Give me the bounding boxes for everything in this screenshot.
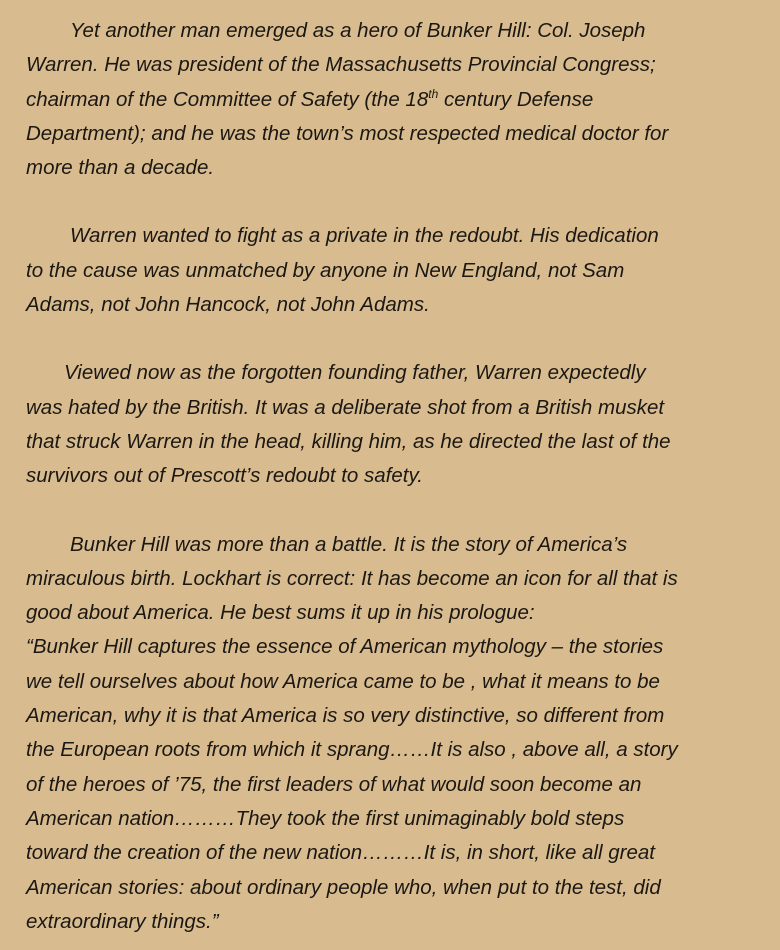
text-line: more than a decade. [26, 156, 215, 180]
text-line: chairman of the Committee of Safety (the 18th century Defense [26, 86, 594, 111]
text-line: good about America. He best sums it up in his prologue: [26, 601, 535, 625]
text-line: Viewed now as the forgotten founding father, Warren expectedly [64, 361, 646, 385]
text-line: Yet another man emerged as a hero of Bunker Hill: Col. Joseph [70, 19, 646, 42]
quote-line: of the heroes of ’75, the first leaders of what would soon become an [26, 772, 642, 796]
ordinal-superscript: th [428, 86, 439, 101]
quote-line: extraordinary things.” [26, 909, 219, 933]
quote-line: American nation………They took the first unimaginably bold steps [26, 806, 625, 830]
text-line: to the cause was unmatched by anyone in New England, not Sam [26, 258, 625, 282]
text-line: Bunker Hill was more than a battle. It is the story of America’s [70, 532, 628, 556]
quote-line: we tell ourselves about how America came to be , what it means to be [26, 669, 660, 693]
quote-line: American stories: about ordinary people who, when put to the test, did [26, 875, 661, 899]
quote-line: the European roots from which it sprang……It is also , above all, a story [26, 738, 678, 762]
text-line: Adams, not John Hancock, not John Adams. [26, 293, 430, 317]
text-line: survivors out of Prescott’s redoubt to safety. [26, 464, 423, 488]
paragraph-forgotten-father [26, 356, 750, 493]
text-line: was hated by the British. It was a deliberate shot from a British musket [26, 395, 665, 419]
paragraph-more-than-battle [26, 528, 750, 940]
quote-line: “Bunker Hill captures the essence of American mythology – the stories [26, 635, 664, 659]
quote-line: American, why it is that America is so very distinctive, so different from [26, 704, 665, 728]
paragraph-warren-hero [26, 14, 750, 185]
text-line: Warren. He was president of the Massachusetts Provincial Congress; [26, 53, 656, 77]
paragraph-warren-private [26, 219, 750, 322]
text-line: that struck Warren in the head, killing him, as he directed the last of the [26, 429, 671, 453]
text-line: miraculous birth. Lockhart is correct: It has become an icon for all that is [26, 566, 678, 590]
text-line: Warren wanted to fight as a private in the redoubt. His dedication [70, 224, 659, 248]
quote-line: toward the creation of the new nation………It is, in short, like all great [26, 841, 655, 865]
text-line: Department); and he was the town’s most respected medical doctor for [26, 121, 669, 145]
